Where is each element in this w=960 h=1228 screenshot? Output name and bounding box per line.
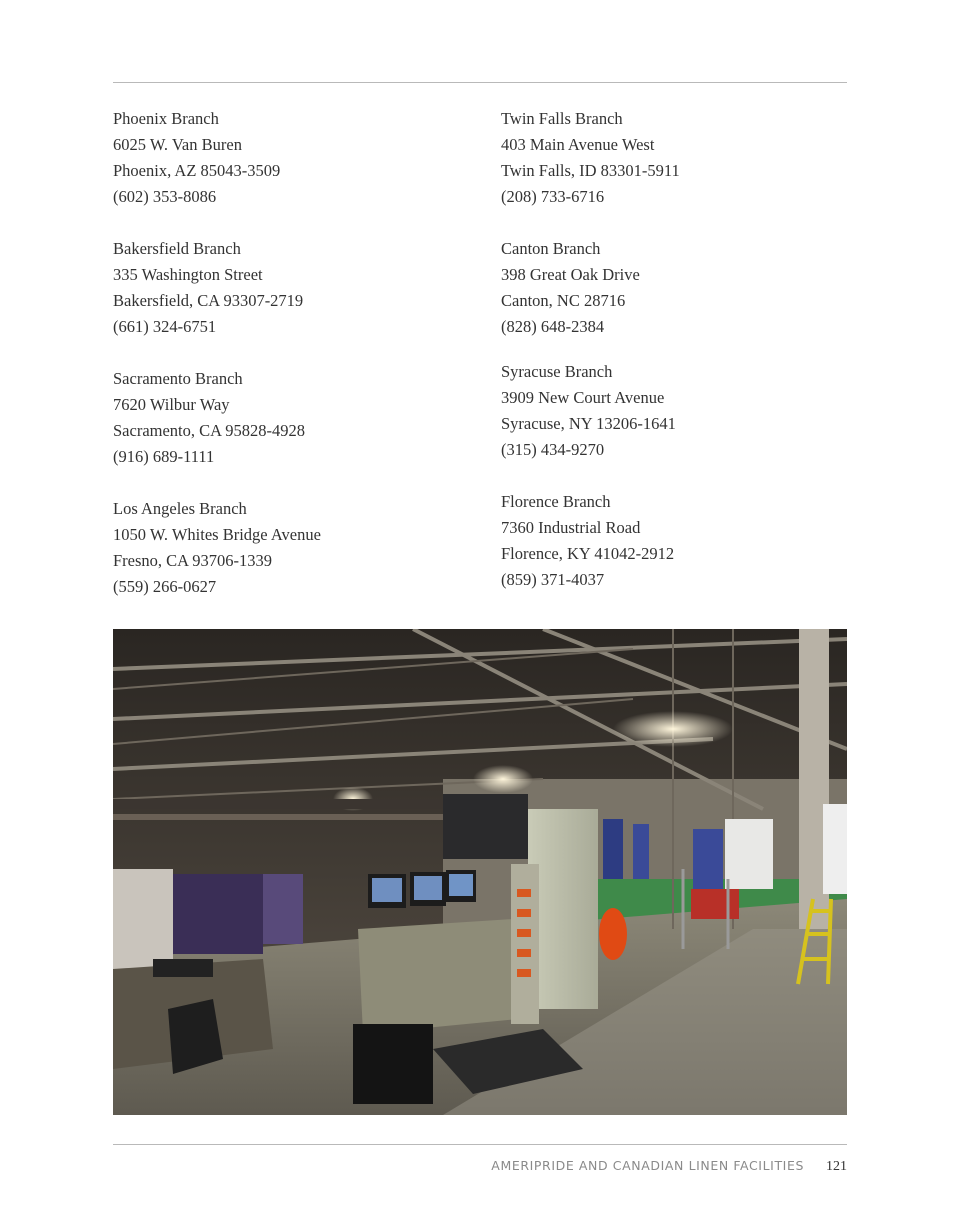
branch-address: [501, 106, 841, 210]
facility-photo: [113, 629, 847, 1115]
branch-city: Florence, KY 41042-2912: [501, 544, 675, 563]
branch-phone: (315) 434-9270: [501, 440, 605, 459]
branch-street: 1050 W. Whites Bridge Avenue: [113, 525, 321, 544]
branch-phone: (916) 689-1111: [113, 447, 215, 466]
branch-city: Sacramento, CA 95828-4928: [113, 421, 306, 440]
branch-address: [113, 236, 453, 340]
branch-street: 398 Great Oak Drive: [501, 265, 640, 284]
branch-name: Los Angeles Branch: [113, 499, 247, 518]
branch-name: Florence Branch: [501, 492, 611, 511]
branch-street: 7360 Industrial Road: [501, 518, 641, 537]
branch-name: Canton Branch: [501, 239, 601, 258]
branch-address: [113, 366, 453, 470]
branch-street: 3909 New Court Avenue: [501, 388, 665, 407]
page-footer: [491, 1158, 847, 1175]
branch-name: Sacramento Branch: [113, 369, 243, 388]
branch-city: Canton, NC 28716: [501, 291, 626, 310]
branch-name: Twin Falls Branch: [501, 109, 623, 128]
branch-list-left: [113, 106, 453, 626]
branch-phone: (828) 648-2384: [501, 317, 605, 336]
branch-phone: (859) 371-4037: [501, 570, 605, 589]
bottom-rule: [113, 1144, 847, 1145]
footer-section-title: AMERIPRIDE AND CANADIAN LINEN FACILITIES: [491, 1158, 804, 1173]
branch-city: Twin Falls, ID 83301-5911: [501, 161, 680, 180]
branch-name: Syracuse Branch: [501, 362, 613, 381]
branch-city: Fresno, CA 93706-1339: [113, 551, 273, 570]
branch-city: Bakersfield, CA 93307-2719: [113, 291, 304, 310]
branch-street: 403 Main Avenue West: [501, 135, 655, 154]
branch-city: Phoenix, AZ 85043-3509: [113, 161, 281, 180]
branch-street: 7620 Wilbur Way: [113, 395, 230, 414]
branch-phone: (661) 324-6751: [113, 317, 217, 336]
branch-address: [501, 236, 841, 340]
branch-phone: (602) 353-8086: [113, 187, 217, 206]
branch-city: Syracuse, NY 13206-1641: [501, 414, 676, 433]
branch-address: [113, 496, 453, 600]
branch-street: 335 Washington Street: [113, 265, 263, 284]
branch-address: [501, 359, 841, 463]
branch-name: Phoenix Branch: [113, 109, 219, 128]
top-rule: [113, 82, 847, 83]
branch-phone: (208) 733-6716: [501, 187, 605, 206]
branch-list-right: [501, 106, 841, 593]
page-number: 121: [826, 1159, 847, 1174]
branch-phone: (559) 266-0627: [113, 577, 217, 596]
branch-name: Bakersfield Branch: [113, 239, 241, 258]
branch-address: [113, 106, 453, 210]
branch-street: 6025 W. Van Buren: [113, 135, 242, 154]
branch-address: [501, 489, 841, 593]
